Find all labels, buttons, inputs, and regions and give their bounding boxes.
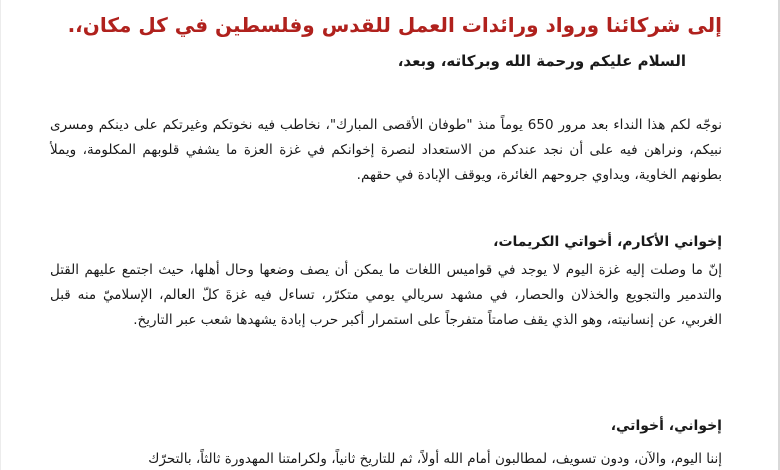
page-left-edge bbox=[0, 0, 1, 470]
subheading-1: إخواني الأكارم، أخواتي الكريمات، bbox=[493, 234, 722, 250]
paragraph-3: إننا اليوم، والآن، ودون تسويف، لمطالبون أمام الله أولاً، ثم للتاريخ ثانياً، ولكرامتنا المهدورة ثالثاً، بالتحرّك bbox=[148, 451, 722, 467]
greeting-line: السلام عليكم ورحمة الله وبركاته، وبعد، bbox=[397, 52, 686, 70]
paragraph-1: نوجّه لكم هذا النداء بعد مرور 650 يوماً منذ "طوفان الأقصى المبارك"، نخاطب فيه نخوتكم وغيرتكم على دينكم ومسرى نبيكم، ونراهن فيه على أن نجد عندكم من الاستعداد لنصرة إخوانكم في غزة العزة ما يشفي قلوبهم المكلومة، ويملأ بطونهم الخاوية، ويداوي جروحهم الغائرة، ويوقف الإبادة في حقهم. bbox=[50, 117, 722, 183]
subheading-2: إخواني، أخواتي، bbox=[610, 418, 722, 434]
document-heading: إلى شركائنا ورواد ورائدات العمل للقدس وفلسطين في كل مكان،. bbox=[67, 13, 722, 37]
paragraph-2: إنّ ما وصلت إليه غزة اليوم لا يوجد في قواميس اللغات ما يمكن أن يصف وضعها وحال أهلها، حيث اجتمع عليهم القتل والتدمير والتجويع والخذلان والحصار، في مشهد سريالي يومي متكرّر، تساءل فيه غزةَ كلّ العالم، الإسلاميّ منه قبل الغربي، عن إنسانيته، وهو الذي يقف صامتاً متفرجاً على استمرار أكبر حرب إبادة يشهدها شعب عبر التاريخ. bbox=[50, 262, 722, 328]
